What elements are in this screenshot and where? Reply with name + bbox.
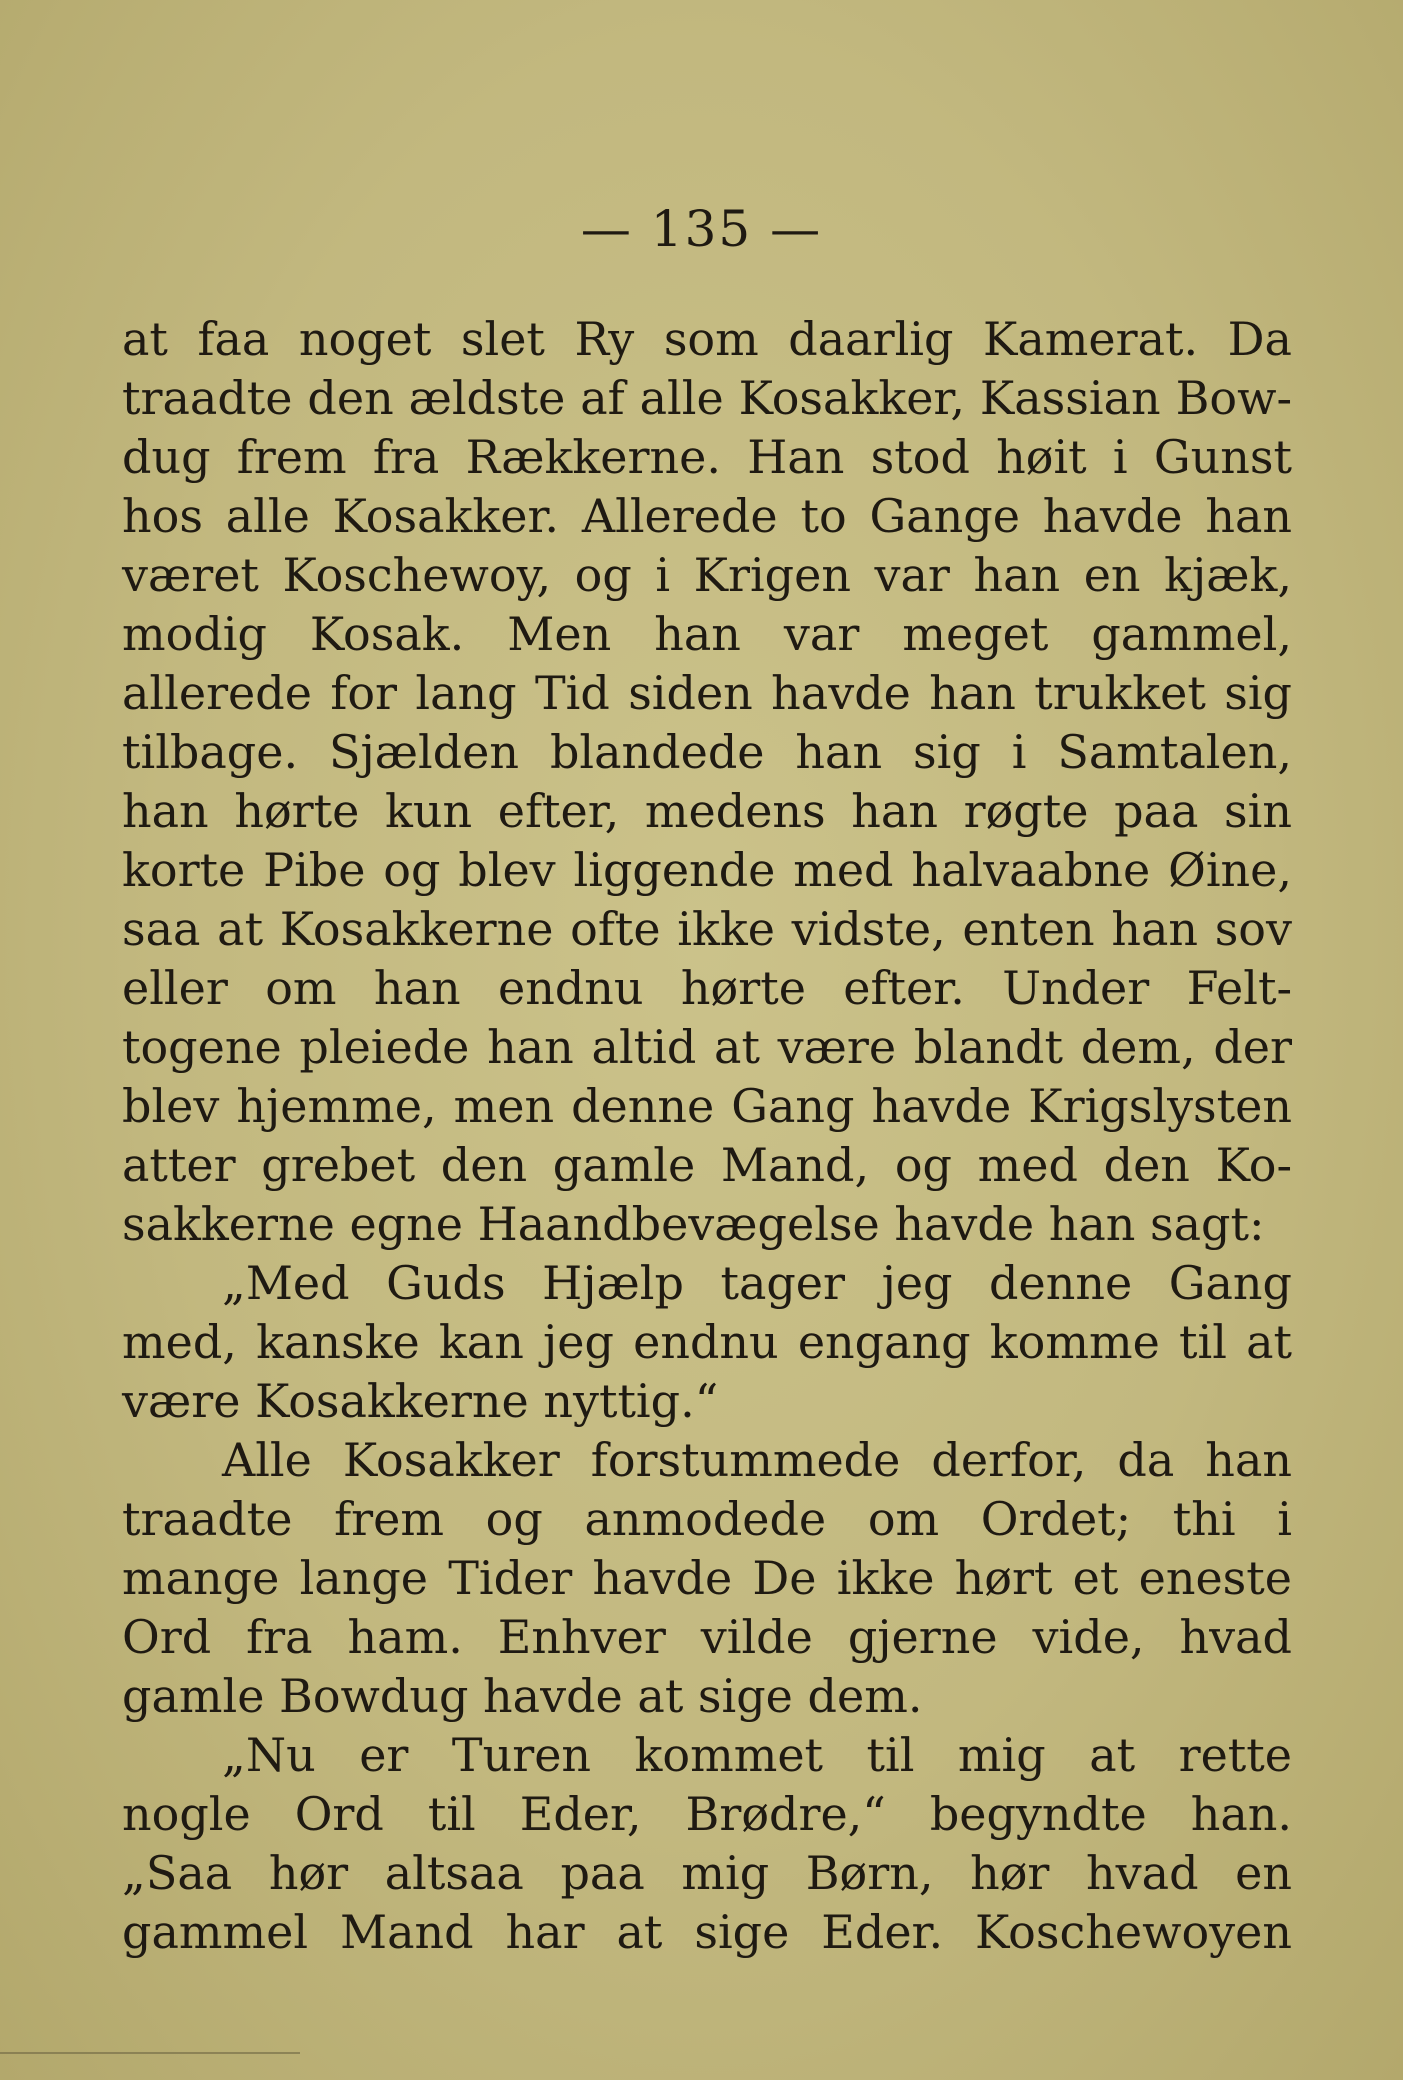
text-line: blev hjemme, men denne Gang havde Krigslysten: [122, 1079, 1292, 1133]
text-line: gammel Mand har at sige Eder. Koschewoyen: [122, 1905, 1292, 1959]
text-line: at faa noget slet Ry som daarlig Kamerat. Da: [122, 312, 1292, 366]
text-line: nogle Ord til Eder, Brødre,“ begyndte han.: [122, 1787, 1292, 1841]
text-line: Alle Kosakker forstummede derfor, da han: [222, 1433, 1292, 1487]
text-line: Ord fra ham. Enhver vilde gjerne vide, hvad: [122, 1610, 1292, 1664]
text-line: mange lange Tider havde De ikke hørt et eneste: [122, 1551, 1292, 1605]
text-line: traadte den ældste af alle Kosakker, Kassian Bow-: [122, 371, 1292, 425]
text-line: tilbage. Sjælden blandede han sig i Samtalen,: [122, 725, 1292, 779]
text-line: dug frem fra Rækkerne. Han stod høit i Gunst: [122, 430, 1292, 484]
page-number: — 135 —: [580, 200, 823, 258]
text-line: korte Pibe og blev liggende med halvaabne Øine,: [122, 843, 1292, 897]
text-line: „Nu er Turen kommet til mig at rette: [222, 1728, 1292, 1782]
text-line: gamle Bowdug havde at sige dem.: [122, 1669, 923, 1723]
text-line: allerede for lang Tid siden havde han trukket sig: [122, 666, 1292, 720]
text-line: han hørte kun efter, medens han røgte paa sin: [122, 784, 1292, 838]
text-line: traadte frem og anmodede om Ordet; thi i: [122, 1492, 1292, 1546]
text-line: saa at Kosakkerne ofte ikke vidste, enten han sov: [122, 902, 1292, 956]
text-line: være Kosakkerne nyttig.“: [122, 1374, 719, 1428]
text-line: hos alle Kosakker. Allerede to Gange havde han: [122, 489, 1292, 543]
text-line: sakkerne egne Haandbevægelse havde han sagt:: [122, 1197, 1265, 1251]
text-line: atter grebet den gamle Mand, og med den Ko-: [122, 1138, 1292, 1192]
text-line: „Med Guds Hjælp tager jeg denne Gang: [222, 1256, 1292, 1310]
text-line: eller om han endnu hørte efter. Under Felt-: [122, 961, 1292, 1015]
text-line: modig Kosak. Men han var meget gammel,: [122, 607, 1292, 661]
bottom-rule: [0, 2052, 300, 2054]
text-line: togene pleiede han altid at være blandt dem, der: [122, 1020, 1292, 1074]
text-line: „Saa hør altsaa paa mig Børn, hør hvad en: [122, 1846, 1292, 1900]
text-line: været Koschewoy, og i Krigen var han en kjæk,: [122, 548, 1292, 602]
text-line: med, kanske kan jeg endnu engang komme til at: [122, 1315, 1292, 1369]
body-text: [122, 310, 1292, 1962]
